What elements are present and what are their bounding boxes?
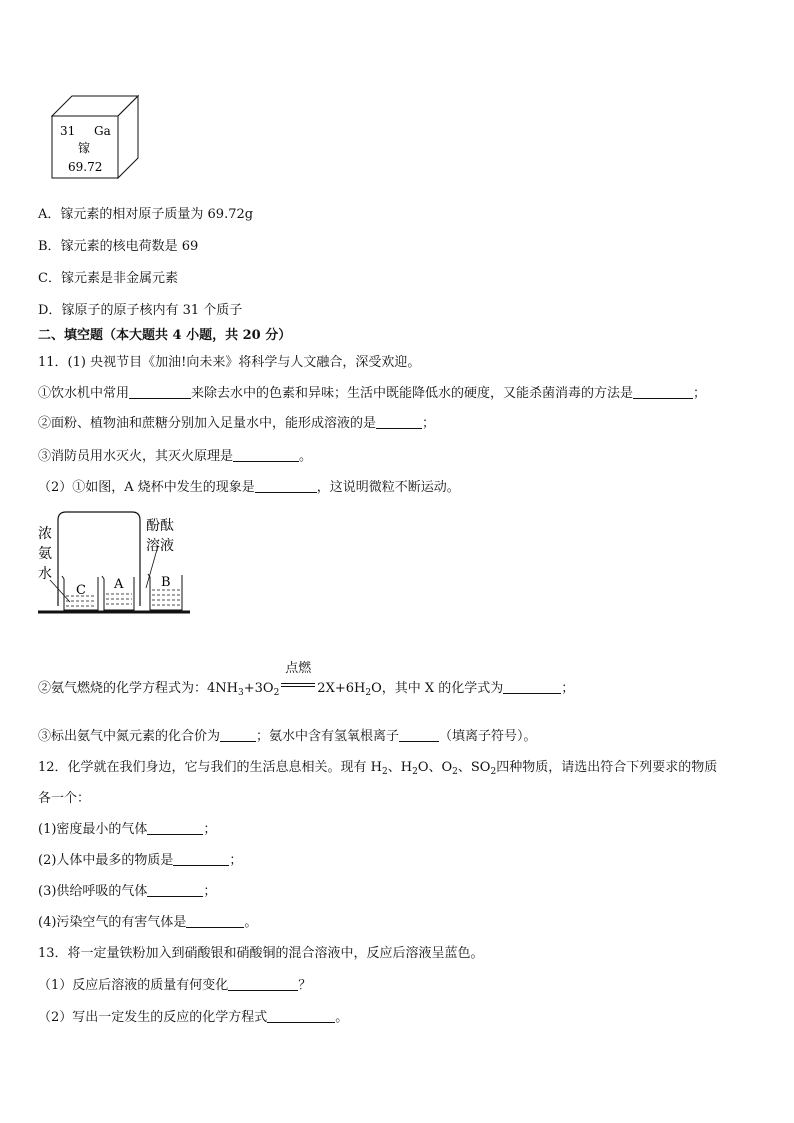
q12-item-3: (3)供给呼吸的气体 ； bbox=[38, 884, 217, 899]
phenolphthalein-label-1: 酚酞 bbox=[146, 518, 174, 534]
answer-blank[interactable] bbox=[220, 728, 256, 742]
q11-equation: ②氨气燃烧的化学方程式为：$4NH_3+3O_2$ 点燃 $2X+6H_2O$，其中 X 的化学式为 ； bbox=[38, 661, 575, 698]
element-name: 镓 bbox=[78, 141, 91, 155]
answer-blank[interactable] bbox=[267, 1009, 335, 1023]
option-b: B．镓元素的核电荷数是 69 bbox=[38, 239, 199, 254]
option-a: A．镓元素的相对原子质量为 69.72g bbox=[38, 207, 254, 222]
q11-line4: ③标出氨气中氮元素的化合价为 ；氨水中含有氢氧根离子 （填离子符号）。 bbox=[38, 729, 537, 744]
answer-blank[interactable] bbox=[147, 821, 203, 835]
answer-blank[interactable] bbox=[129, 385, 191, 399]
option-c: C．镓元素是非金属元素 bbox=[38, 271, 178, 286]
beaker-b-label: B bbox=[161, 575, 171, 590]
element-number: 31 bbox=[60, 124, 76, 138]
q13-part1: （1）反应后溶液的质量有何变化 ？ bbox=[38, 978, 312, 993]
option-d: D．镓原子的原子核内有 31 个质子 bbox=[38, 303, 243, 318]
answer-blank[interactable] bbox=[503, 680, 561, 694]
reaction-arrow: 点燃 bbox=[281, 680, 315, 698]
q12-intro-line2: 各一个： bbox=[38, 791, 91, 806]
q12-item-1: (1)密度最小的气体 ； bbox=[38, 822, 217, 837]
answer-blank[interactable] bbox=[376, 415, 422, 429]
answer-blank[interactable] bbox=[233, 448, 299, 462]
q12-item-4: (4)污染空气的有害气体是 。 bbox=[38, 915, 258, 930]
q12-intro: 12．化学就在我们身边，它与我们的生活息息相关。现有 $H_2$、$H_2O$、$O_2$、$SO_2$四种物质，请选出符合下列要求的物质 bbox=[38, 760, 718, 777]
element-mass: 69.72 bbox=[68, 160, 103, 174]
beaker-a-label: A bbox=[114, 577, 124, 592]
section-heading: 二、填空题（本大题共 4 小题，共 20 分） bbox=[38, 328, 292, 343]
answer-blank[interactable] bbox=[399, 728, 439, 742]
q11-line3: ③消防员用水灭火，其灭火原理是 。 bbox=[38, 449, 313, 464]
ammonia-label-1: 浓 bbox=[38, 526, 52, 542]
q12-item-2: (2)人体中最多的物质是 ； bbox=[38, 853, 243, 868]
q13-part2: （2）写出一定发生的反应的化学方程式 。 bbox=[38, 1010, 349, 1025]
q11-line1: ①饮水机中常用 来除去水中的色素和异味；生活中既能降低水的硬度，又能杀菌消毒的方法是 ； bbox=[38, 386, 707, 401]
q13-intro: 13．将一定量铁粉加入到硝酸银和硝酸铜的混合溶液中，反应后溶液呈蓝色。 bbox=[38, 946, 484, 961]
q11-part2: （2）①如图，A 烧杯中发生的现象是 ，这说明微粒不断运动。 bbox=[38, 480, 460, 495]
beaker-c-label: C bbox=[76, 583, 86, 598]
q11-intro: 11．(1) 央视节目《加油!向未来》将科学与人文融合，深受欢迎。 bbox=[38, 355, 421, 370]
beaker-figure bbox=[36, 508, 196, 618]
element-card bbox=[50, 94, 142, 182]
element-symbol: Ga bbox=[94, 124, 111, 138]
answer-blank[interactable] bbox=[633, 385, 693, 399]
q11-line2: ②面粉、植物油和蔗糖分别加入足量水中，能形成溶液的是 ； bbox=[38, 416, 436, 431]
answer-blank[interactable] bbox=[186, 914, 244, 928]
answer-blank[interactable] bbox=[173, 852, 229, 866]
answer-blank[interactable] bbox=[228, 977, 298, 991]
ammonia-label-2: 氨 bbox=[38, 546, 52, 562]
answer-blank[interactable] bbox=[255, 479, 317, 493]
phenolphthalein-label-2: 溶液 bbox=[146, 538, 174, 554]
ammonia-label-3: 水 bbox=[38, 566, 52, 582]
answer-blank[interactable] bbox=[147, 883, 203, 897]
